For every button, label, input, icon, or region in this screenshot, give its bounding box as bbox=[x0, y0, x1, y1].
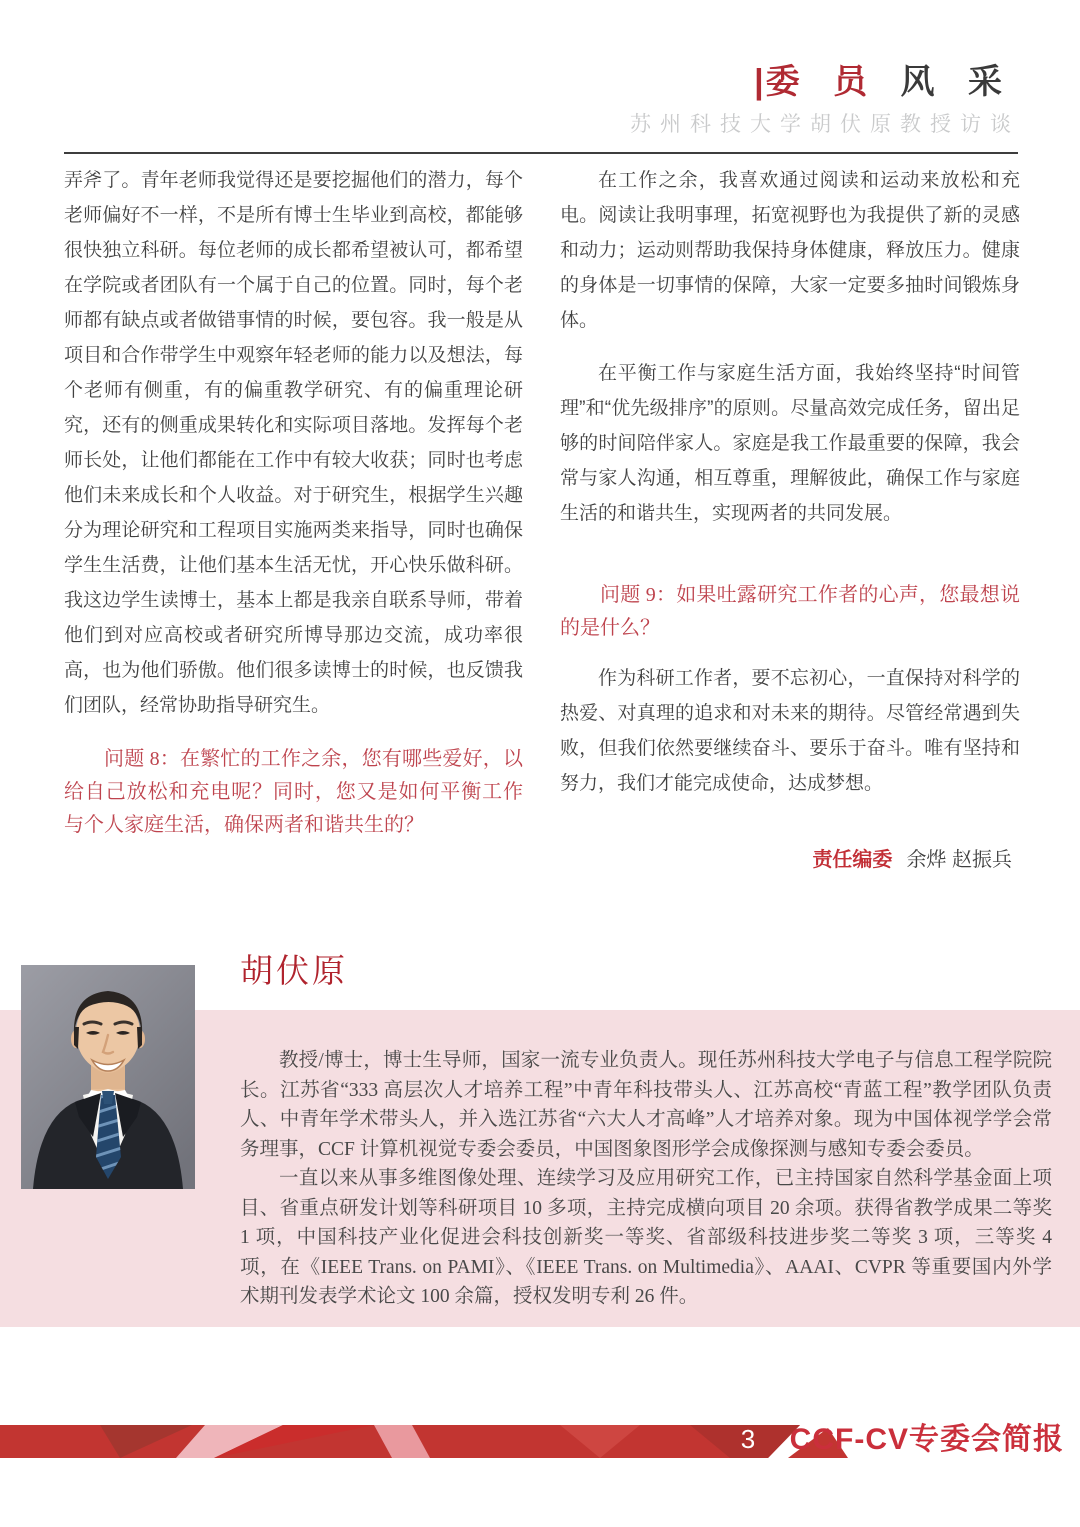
page-number: 3 bbox=[740, 1424, 756, 1454]
editors-label: 责任编委 bbox=[812, 849, 893, 871]
interview-subtitle: 苏州科技大学胡伏原教授访谈 bbox=[630, 113, 1020, 136]
professor-photo bbox=[21, 965, 195, 1189]
answer-paragraph: 弄斧了。青年老师我觉得还是要挖掘他们的潜力，每个老师偏好不一样，不是所有博士生毕业到高校，都能够很快独立科研。每位老师的成长都希望被认可，都希望在学院或者团队有一个属于自己的位置。同时，每个老师都有缺点或者做错事情的时候，要包容。我一般是从项目和合作带学生中观察年轻老师的能力以及想法，每个老师有侧重，有的偏重教学研究、有的偏重理论研究，还有的侧重成果转化和实际项目落地。发挥每个老师长处，让他们都能在工作中有较大收获；同时也考虑他们未来成长和个人收益。对于研究生，根据学生兴趣分为理论研究和工程项目实施两类来指导，同时也确保学生生活费，让他们基本生活无忧，开心快乐做科研。我这边学生读博士，基本上都是我亲自联系导师，带着他们到对应高校或者研究所博导那边交流，成功率很高，也为他们骄傲。他们很多读博士的时候，也反馈我们团队，经常协助指导研究生。 bbox=[64, 170, 523, 716]
masthead-red-part: 委 员 bbox=[765, 63, 880, 101]
editors-credit bbox=[560, 846, 1020, 874]
professor-bio bbox=[240, 1046, 1052, 1312]
bio-paragraph: 一直以来从事多维图像处理、连续学习及应用研究工作，已主持国家自然科学基金面上项目、省重点研发计划等科研项目 10 多项，主持完成横向项目 20 余项。获得省教学成果二等奖 1 项，中国科技产业化促进会科技创新奖一等奖、省部级科技进步奖二等奖 3 项，三等奖 4 项，在《IEEE Trans. on PAMI》、《IEEE Trans. on Multimedia》、AAAI、CVPR 等重要国内外学术期刊发表学术论文 100 余篇，授权发明专利 26 件。 bbox=[240, 1168, 1052, 1307]
editors-names: 余烨 赵振兵 bbox=[906, 849, 1012, 871]
answer-paragraph: 作为科研工作者，要不忘初心，一直保持对科学的热爱、对真理的追求和对未来的期待。尽管经常遇到失败，但我们依然要继续奋斗、要乐于奋斗。唯有坚持和努力，我们才能完成使命，达成梦想。 bbox=[560, 668, 1020, 794]
question-9: 问题 9：如果吐露研究工作者的心声，您最想说的是什么？ bbox=[560, 584, 1020, 639]
bio-paragraph: 教授/博士，博士生导师，国家一流专业负责人。现任苏州科技大学电子与信息工程学院院长。江苏省“333 高层次人才培养工程”中青年科技带头人、江苏高校“青蓝工程”教学团队负责人、中青年学术带头人，并入选江苏省“六大人才高峰”人才培养对象。现为中国体视学学会常务理事，CCF 计算机视觉专委会委员，中国图象图形学会成像探测与感知专委会委员。 bbox=[240, 1050, 1052, 1160]
newsletter-title: CCF-CV专委会简报 bbox=[789, 1423, 1064, 1456]
portrait-illustration bbox=[21, 965, 195, 1189]
interview-columns bbox=[64, 163, 1020, 874]
left-column bbox=[64, 163, 523, 874]
answer-paragraph: 在平衡工作与家庭生活方面，我始终坚持“时间管理”和“优先级排序”的原则。尽量高效完成任务，留出足够的时间陪伴家人。家庭是我工作最重要的保障，我会常与家人沟通，相互尊重，理解彼此，确保工作与家庭生活的和谐共生，实现两者的共同发展。 bbox=[560, 363, 1020, 524]
masthead-dark-part: 风 采 bbox=[900, 63, 1014, 101]
answer-paragraph: 在工作之余，我喜欢通过阅读和运动来放松和充电。阅读让我明事理，拓宽视野也为我提供了新的灵感和动力；运动则帮助我保持身体健康，释放压力。健康的身体是一切事情的保障，大家一定要多抽时间锻炼身体。 bbox=[560, 170, 1020, 331]
question-8: 问题 8：在繁忙的工作之余，您有哪些爱好，以给自己放松和充电呢？同时，您又是如何平衡工作与个人家庭生活，确保两者和谐共生的？ bbox=[64, 748, 523, 836]
right-column bbox=[560, 163, 1020, 874]
section-masthead bbox=[754, 60, 1014, 104]
professor-name: 胡伏原 bbox=[240, 952, 348, 989]
header-divider bbox=[64, 152, 1018, 154]
red-bar-marker: | bbox=[754, 63, 766, 101]
